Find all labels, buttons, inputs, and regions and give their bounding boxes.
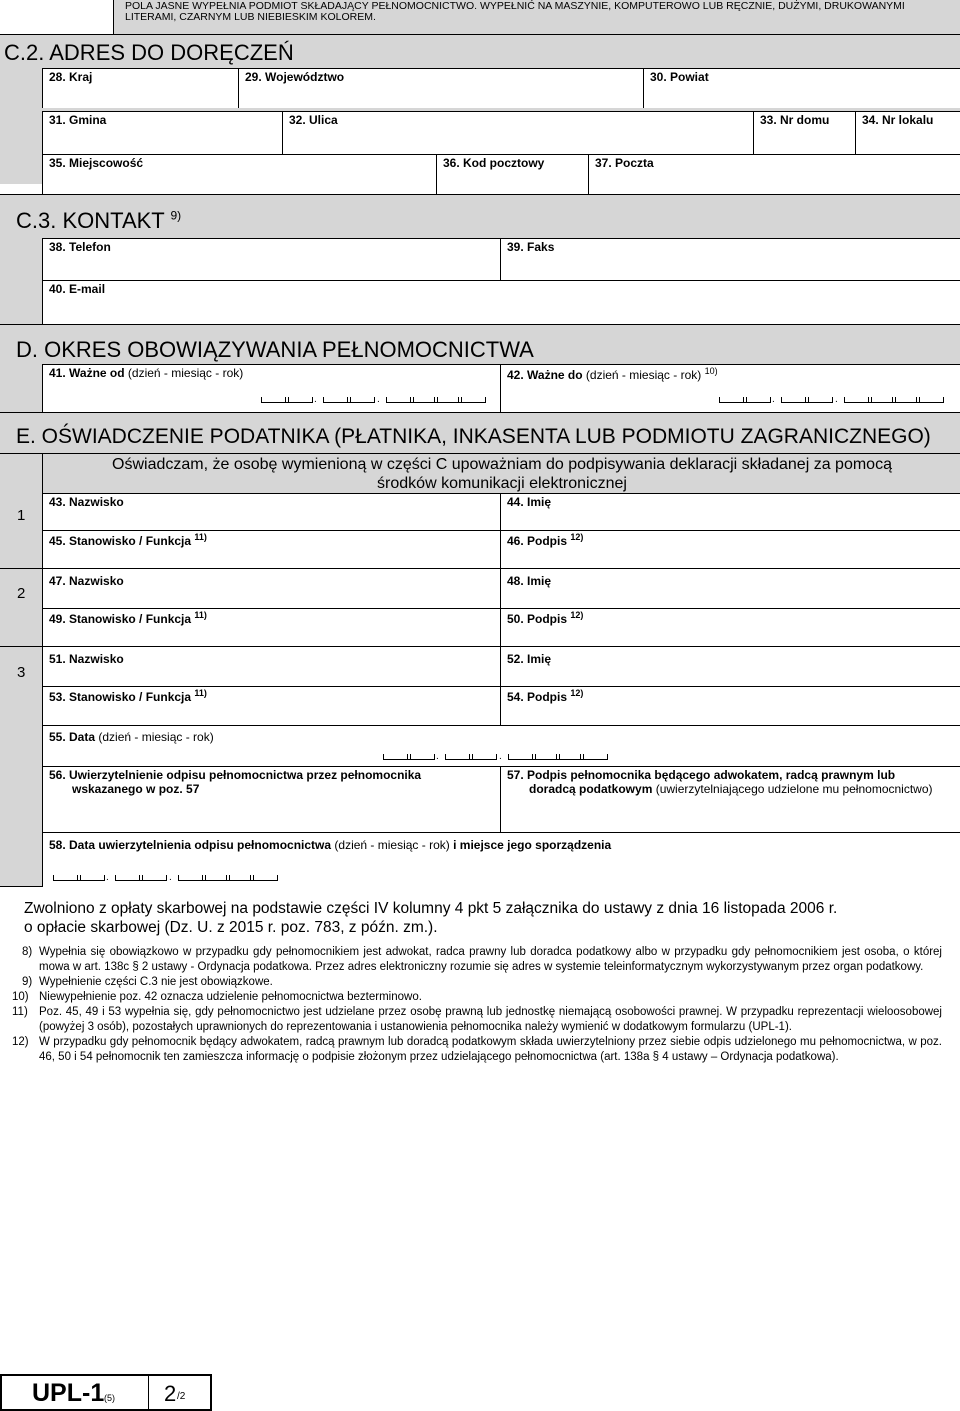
section-e-title: E. OŚWIADCZENIE PODATNIKA (PŁATNIKA, INKASENTA LUB PODMIOTU ZAGRANICZNEGO) — [16, 425, 931, 448]
footnote-8-num: 8) — [22, 946, 33, 958]
field-57-attorney-signature[interactable] — [500, 766, 960, 832]
fee-exemption-line-2: o opłacie skarbowej (Dz. U. z 2015 r. poz. 783, z późn. zm.). — [24, 919, 438, 936]
date-boxes-58: . . — [53, 873, 293, 881]
field-41-label — [49, 366, 243, 380]
footnote-9-text: Wypełnienie części C.3 nie jest obowiązkowe. — [39, 976, 273, 988]
field-32-label: 32. Ulica — [289, 113, 338, 127]
field-43-surname[interactable] — [42, 493, 500, 530]
field-54-signature[interactable] — [500, 686, 960, 725]
page-number: 2 — [164, 1381, 177, 1406]
field-46-label — [507, 532, 583, 548]
field-28-label: 28. Kraj — [49, 70, 93, 84]
field-41-valid-from[interactable] — [42, 364, 500, 412]
field-55-date[interactable] — [42, 725, 960, 766]
footnote-10 — [12, 990, 942, 1005]
field-44-first-name[interactable] — [500, 493, 960, 530]
field-46-text: 46. Podpis — [507, 534, 571, 548]
field-32-street[interactable] — [282, 111, 753, 154]
field-53-position[interactable] — [42, 686, 500, 725]
date-boxes-55: . . — [383, 752, 623, 760]
footnote-11 — [12, 1005, 942, 1035]
field-39-label: 39. Faks — [507, 240, 555, 254]
field-28-country[interactable] — [42, 68, 238, 108]
field-39-fax[interactable] — [500, 238, 960, 280]
section-d-title: D. OKRES OBOWIĄZYWANIA PEŁNOMOCNICTWA — [16, 337, 534, 362]
field-58-label-bold-1: 58. Data uwierzytelnienia odpisu pełnomocnictwa — [49, 838, 332, 852]
field-49-sup: 11) — [194, 610, 207, 620]
field-45-sup: 11) — [194, 532, 207, 542]
field-33-house-number[interactable] — [753, 111, 855, 154]
field-42-label-rest: (dzień - miesiąc - rok) — [582, 368, 705, 382]
field-40-label: 40. E-mail — [49, 282, 106, 296]
field-46-signature[interactable] — [500, 530, 960, 568]
field-30-label: 30. Powiat — [650, 70, 709, 84]
footer-divider — [148, 1376, 149, 1409]
field-45-text: 45. Stanowisko / Funkcja — [49, 534, 195, 548]
field-45-position[interactable] — [42, 530, 500, 568]
footnote-10-num: 10) — [12, 991, 29, 1003]
field-31-commune[interactable] — [42, 111, 282, 154]
field-40-email[interactable] — [42, 280, 960, 324]
field-53-sup: 11) — [194, 688, 207, 698]
field-37-label: 37. Poczta — [595, 156, 654, 170]
fee-exemption-line-1: Zwolniono z opłaty skarbowej na podstawie części IV kolumny 4 pkt 5 załącznika do ustawy z dnia 16 listopada 2006 r. — [24, 900, 838, 917]
footnote-9-num: 9) — [22, 976, 33, 988]
field-56-label-line-2: wskazanego w poz. 57 — [72, 782, 200, 796]
date-boxes-41: . . — [261, 395, 501, 403]
section-c3-title — [16, 208, 181, 234]
row-divider-2 — [0, 646, 42, 647]
field-29-label: 29. Województwo — [245, 70, 345, 84]
row-number-1: 1 — [17, 507, 26, 524]
field-46-sup: 12) — [570, 532, 584, 542]
field-47-label: 47. Nazwisko — [49, 574, 124, 588]
field-29-voivodeship[interactable] — [238, 68, 643, 108]
date-boxes-42: . . — [719, 395, 959, 403]
field-58-certification-date-place[interactable] — [42, 832, 960, 887]
section-c3-title-sup: 9) — [170, 208, 182, 223]
statement-line-2: środków komunikacji elektronicznej — [377, 475, 627, 492]
row-number-3: 3 — [17, 664, 26, 681]
field-51-label: 51. Nazwisko — [49, 652, 124, 666]
section-c3-title-text: C.3. KONTAKT — [16, 208, 165, 233]
statement-line-1: Oświadczam, że osobę wymienioną w części C upoważniam do podpisywania deklaracji składanej za pomocą — [112, 456, 892, 473]
field-41-label-rest: (dzień - miesiąc - rok) — [124, 366, 244, 380]
header-note-box — [113, 0, 960, 34]
field-37-post-office[interactable] — [588, 154, 960, 194]
field-50-sup: 12) — [570, 610, 584, 620]
header-note: POLA JASNE WYPEŁNIA PODMIOT SKŁADAJĄCY PEŁNOMOCNICTWO. WYPEŁNIĆ NA MASZYNIE, KOMPUTEROWO LUB RĘCZNIE, DUŻYMI, DRUKOWANYMI LITERAMI, CZARNYM LUB NIEBIESKIM KOLOREM. — [125, 0, 905, 23]
footnote-9 — [22, 975, 942, 990]
field-51-surname[interactable] — [42, 646, 500, 686]
field-53-label — [49, 688, 207, 704]
field-35-city[interactable] — [42, 154, 436, 194]
field-31-label: 31. Gmina — [49, 113, 107, 127]
field-44-label: 44. Imię — [507, 495, 552, 509]
field-50-text: 50. Podpis — [507, 612, 571, 626]
field-56-label-line-1: 56. Uwierzytelnienie odpisu pełnomocnictwa przez pełnomocnika — [49, 768, 422, 782]
field-55-label-rest: (dzień - miesiąc - rok) — [95, 730, 214, 744]
field-57-label-line-1: 57. Podpis pełnomocnika będącego adwokatem, radcą prawnym lub — [507, 768, 896, 782]
field-42-label — [507, 366, 718, 382]
form-version: (5) — [104, 1393, 115, 1403]
footnote-12-num: 12) — [12, 1036, 29, 1048]
field-49-position[interactable] — [42, 608, 500, 646]
section-c2-title: C.2. ADRES DO DORĘCZEŃ — [4, 40, 294, 65]
field-45-label — [49, 532, 207, 548]
row-number-2: 2 — [17, 585, 26, 602]
field-50-signature[interactable] — [500, 608, 960, 646]
field-50-label — [507, 610, 583, 626]
field-42-label-bold: 42. Ważne do — [507, 368, 583, 382]
field-49-text: 49. Stanowisko / Funkcja — [49, 612, 195, 626]
field-53-text: 53. Stanowisko / Funkcja — [49, 690, 195, 704]
field-55-label-bold: 55. Data — [49, 730, 96, 744]
field-47-surname[interactable] — [42, 568, 500, 608]
field-38-label: 38. Telefon — [49, 240, 111, 254]
field-36-label: 36. Kod pocztowy — [443, 156, 545, 170]
field-54-text: 54. Podpis — [507, 690, 571, 704]
field-52-first-name[interactable] — [500, 646, 960, 686]
field-34-label: 34. Nr lokalu — [862, 113, 934, 127]
field-57-label-line-2-bold: doradcą podatkowym — [529, 782, 653, 796]
field-35-label: 35. Miejscowość — [49, 156, 144, 170]
field-30-county[interactable] — [643, 68, 960, 108]
footnote-11-text: Poz. 45, 49 i 53 wypełnia się, gdy pełnomocnictwo jest udzielane przez osobę prawną lub jednostkę niemającą osobowości prawnej. W przypadku reprezentacji wieloosobowej (powyżej 3 osób), pozostałych uprawnionych do reprezentowania i ustanowienia pełnomocnika należy wymienić w dodatkowym formularzu (UPL-1). — [39, 1006, 942, 1033]
field-58-label-rest: (dzień - miesiąc - rok) — [331, 838, 454, 852]
field-38-phone[interactable] — [42, 238, 500, 280]
field-56-certification[interactable] — [42, 766, 500, 832]
field-57-label-line-2-rest: (uwierzytelniającego udzielone mu pełnomocnictwo) — [652, 782, 933, 796]
statement-box — [42, 453, 960, 493]
field-48-first-name[interactable] — [500, 568, 960, 608]
page-total: /2 — [177, 1391, 186, 1402]
field-54-label — [507, 688, 583, 704]
field-41-label-bold: 41. Ważne od — [49, 366, 125, 380]
footnote-12 — [12, 1035, 942, 1080]
field-52-label: 52. Imię — [507, 652, 552, 666]
field-36-postal-code[interactable] — [436, 154, 588, 194]
footnote-8 — [22, 945, 942, 975]
field-57-label-line-2 — [529, 782, 933, 796]
field-49-label — [49, 610, 207, 626]
field-54-sup: 12) — [570, 688, 584, 698]
field-48-label: 48. Imię — [507, 574, 552, 588]
field-58-label-bold-2: i miejsce jego sporządzenia — [453, 838, 612, 852]
field-34-apartment-number[interactable] — [855, 111, 960, 154]
field-33-label: 33. Nr domu — [760, 113, 830, 127]
footnote-11-num: 11) — [12, 1006, 28, 1018]
row-divider-1 — [0, 568, 42, 569]
footnote-8-text: Wypełnia się obowiązkowo w przypadku gdy pełnomocnikiem jest adwokat, radca prawny lub doradca podatkowy albo w przypadku gdy pełnomocnikiem jest osoba, o której mowa w art. 138c § 2 ustawy - Ordynacja podatkowa. Przez adres elektroniczny rozumie się adres w systemie teleinformatycznym wykorzystywanym przez organ podatkowy. — [39, 946, 942, 973]
footer-form-code-box — [0, 1374, 212, 1411]
field-42-valid-to[interactable] — [500, 364, 960, 412]
footnote-10-text: Niewypełnienie poz. 42 oznacza udzielenie pełnomocnictwa bezterminowo. — [39, 991, 422, 1003]
field-58-label — [49, 838, 611, 852]
form-code: UPL-1 — [32, 1379, 105, 1407]
field-43-label: 43. Nazwisko — [49, 495, 124, 509]
footnote-12-text: W przypadku gdy pełnomocnik będący adwokatem, radcą prawnym lub doradcą podatkowym składa uwierzytelniony przez siebie odpis udzielonego mu pełnomocnictwa, w poz. 46, 50 i 54 pełnomocnik ten zamieszcza informację o podpisie złożonym przez udzielającego pełnomocnictwa (art. 138a § 4 ustawy – Ordynacja podatkowa). — [39, 1036, 942, 1063]
field-55-label — [49, 730, 214, 744]
field-42-sup: 10) — [704, 366, 718, 376]
